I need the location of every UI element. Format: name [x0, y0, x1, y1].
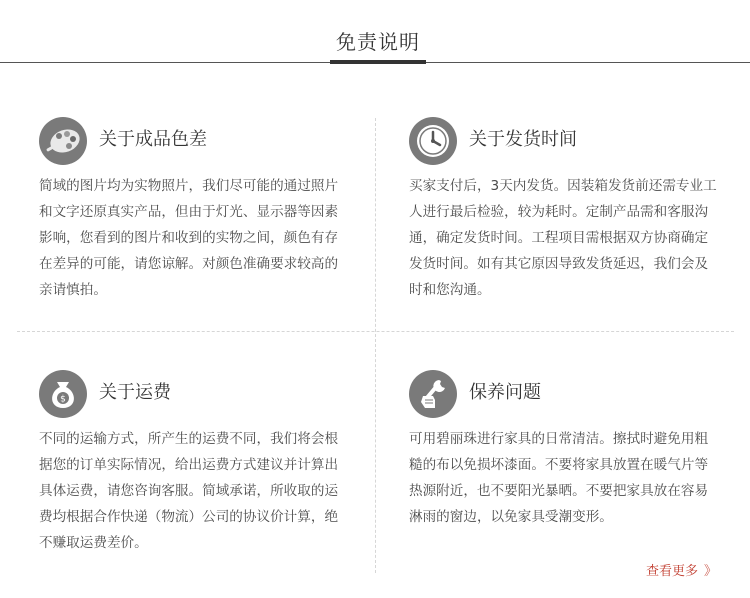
section-header	[409, 370, 749, 418]
section-header	[39, 117, 379, 165]
view-more-link[interactable]	[646, 560, 717, 579]
svg-text:$: $	[60, 394, 66, 405]
page-title: 免责说明	[336, 30, 420, 54]
section-title: 保养问题	[469, 382, 541, 403]
wrench-hand-icon	[409, 370, 457, 418]
title-underline	[330, 60, 426, 64]
section-title: 关于发货时间	[469, 129, 577, 150]
section-color-difference	[39, 117, 359, 317]
section-title: 关于成品色差	[99, 129, 207, 150]
horizontal-divider	[17, 331, 734, 332]
section-header	[409, 117, 749, 165]
section-body: 不同的运输方式，所产生的运费不同，我们将会根据您的订单实际情况，给出运费方式建议并计算出具体运费，请您咨询客服。简域承诺，所收取的运费均根据合作快递（物流）公司的协议价计算，绝不赚取运费差价。	[39, 431, 339, 551]
section-maintenance	[409, 370, 729, 560]
vertical-divider	[375, 118, 376, 573]
section-title: 关于运费	[99, 382, 171, 403]
section-body: 简域的图片均为实物照片，我们尽可能的通过照片和文字还原真实产品，但由于灯光、显示器等因素影响，您看到的图片和收到的实物之间，颜色有存在差异的可能，请您谅解。对颜色准确要求较高的亲请慎拍。	[39, 178, 339, 298]
section-header	[39, 370, 379, 418]
section-shipping-time	[409, 117, 729, 317]
page-title-wrap	[330, 28, 426, 64]
section-freight	[39, 370, 359, 560]
money-bag-icon	[39, 370, 87, 418]
section-body: 买家支付后，3天内发货。因装箱发货前还需专业工人进行最后检验，较为耗时。定制产品需和客服沟通，确定发货时间。工程项目需根据双方协商确定发货时间。如有其它原因导致发货延迟，我们会及时和您沟通。	[409, 178, 717, 298]
clock-icon	[409, 117, 457, 165]
section-body: 可用碧丽珠进行家具的日常清洁。擦拭时避免用粗糙的布以免损坏漆面。不要将家具放置在暖气片等热源附近，也不要阳光暴晒。不要把家具放在容易淋雨的窗边，以免家具受潮变形。	[409, 431, 709, 525]
view-more-label: 查看更多	[646, 564, 699, 579]
color-palette-icon	[39, 117, 87, 165]
double-chevron-right-icon: 》	[704, 564, 718, 579]
